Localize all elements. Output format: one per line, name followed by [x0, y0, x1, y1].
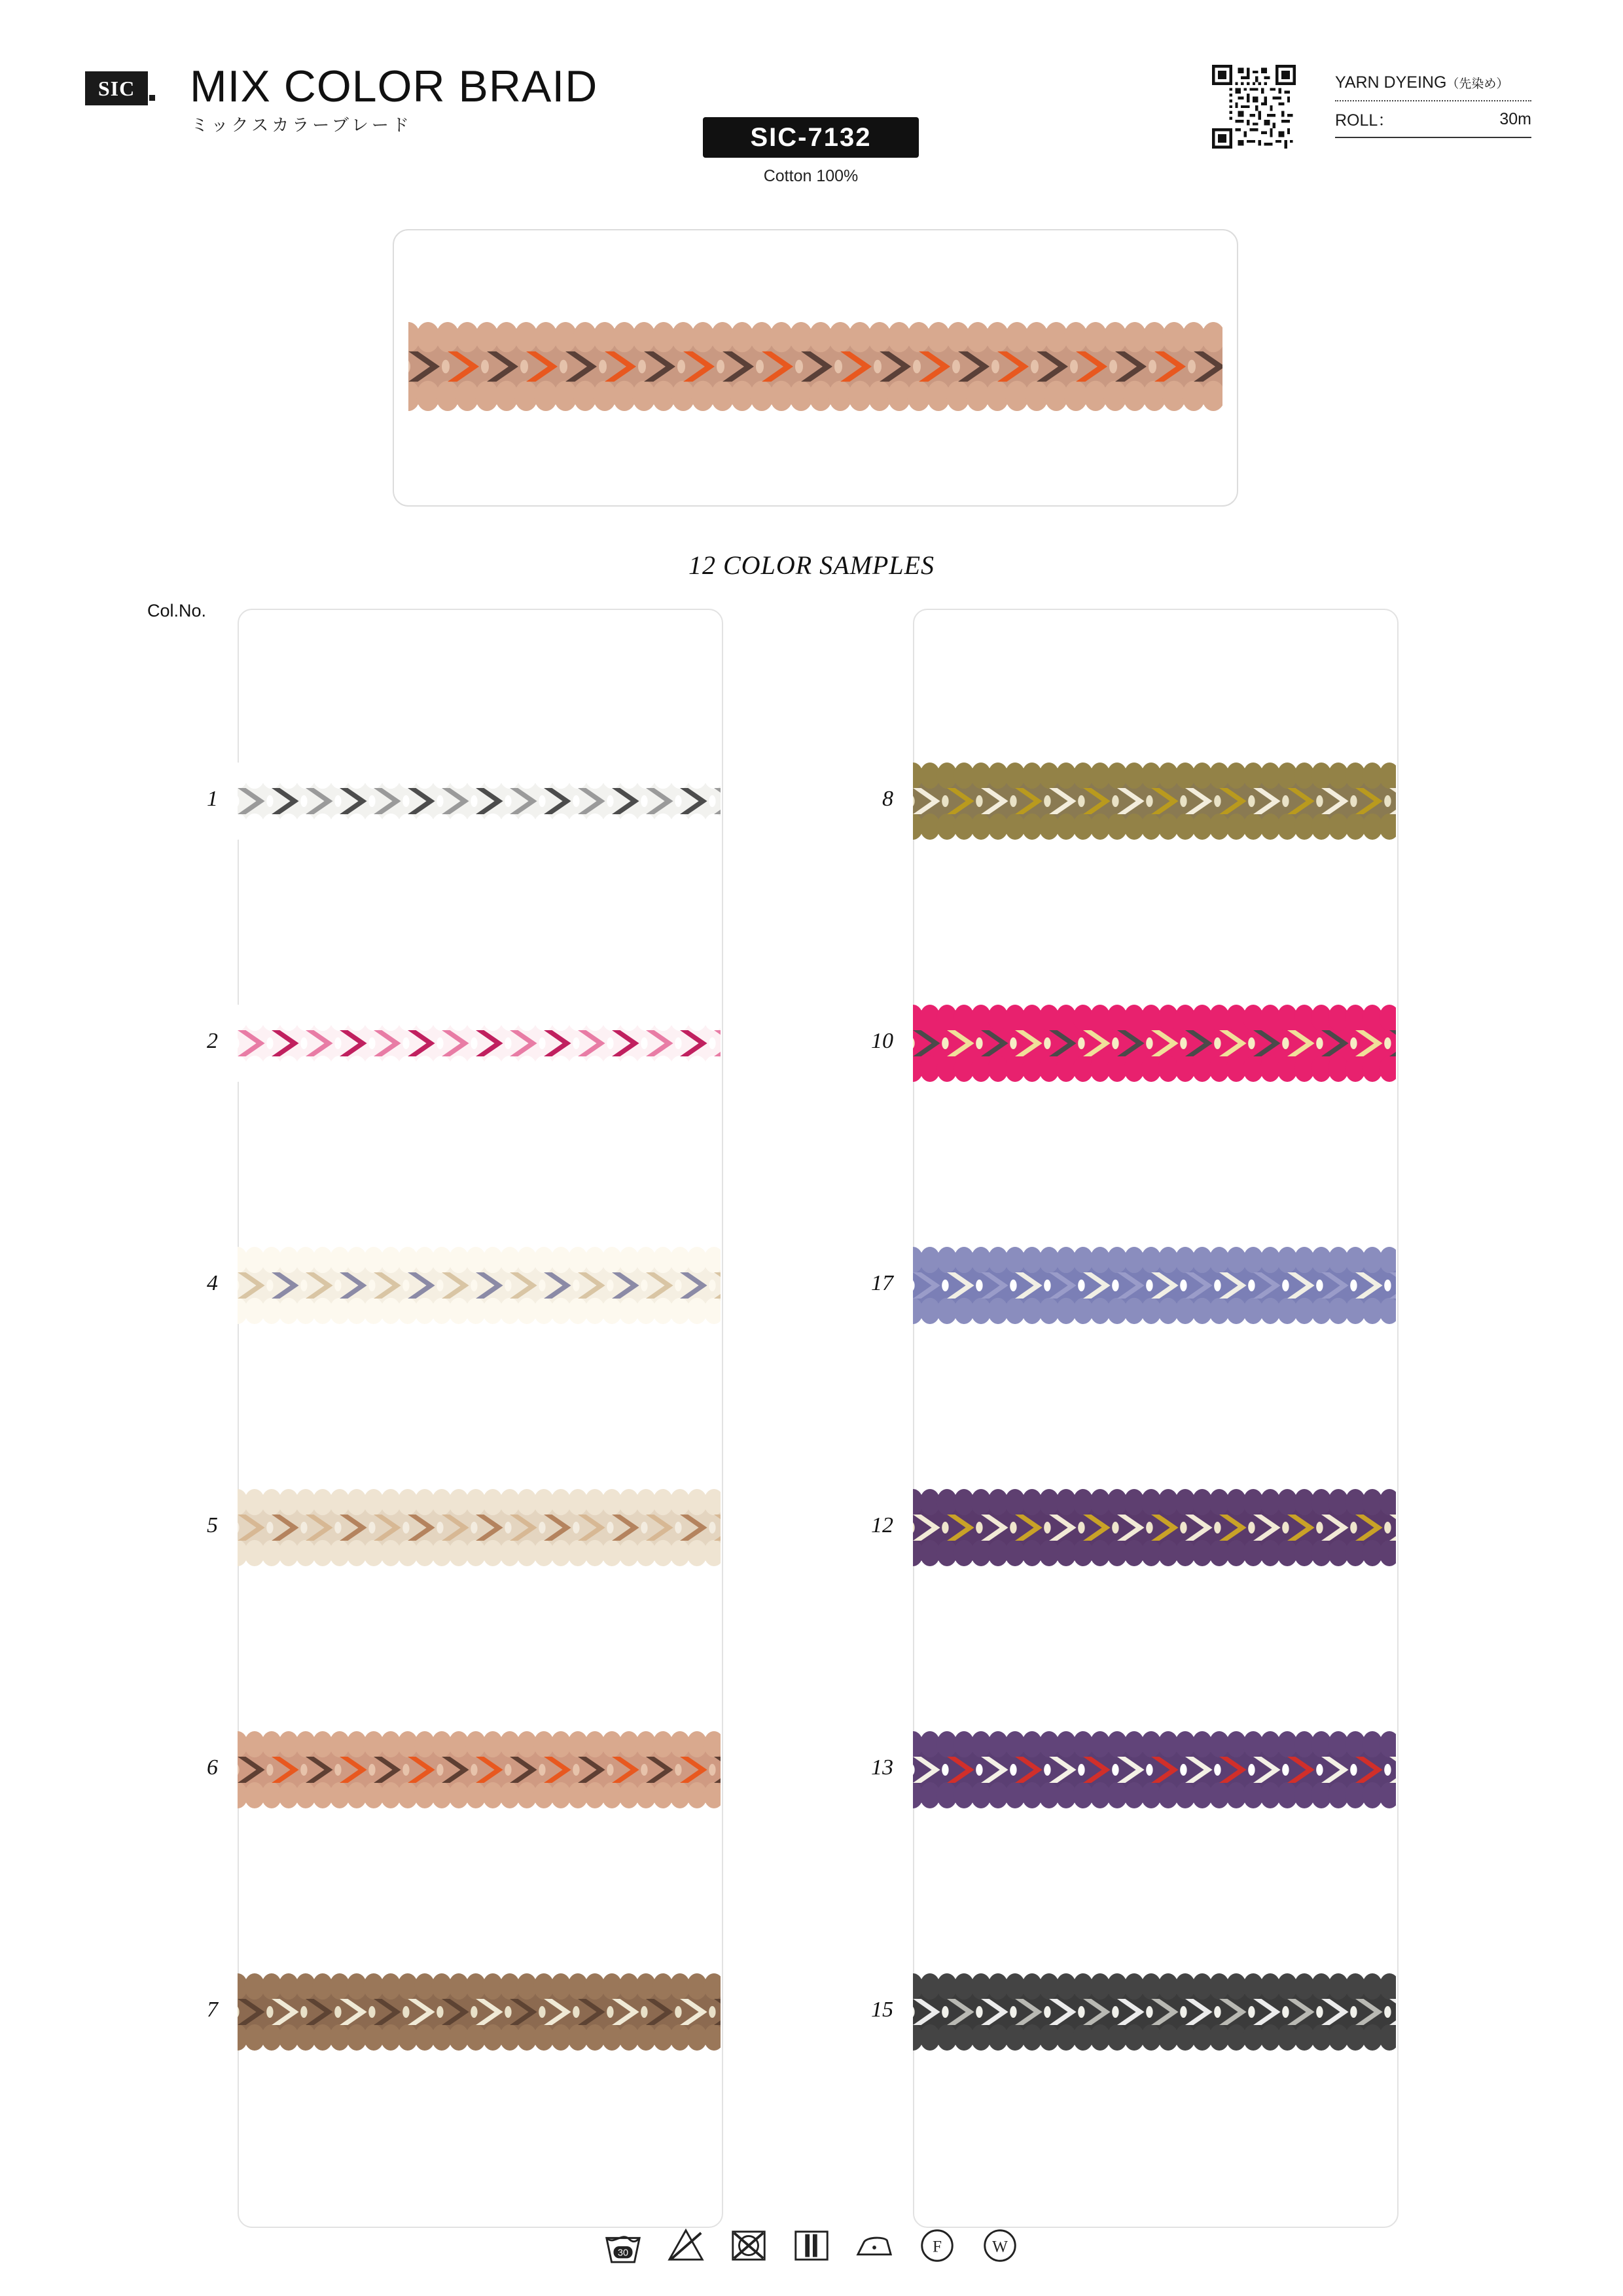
- row-color-number: 5: [207, 1513, 218, 1537]
- braid-swatch-5: [238, 1489, 721, 1566]
- row-color-number: 12: [871, 1513, 893, 1537]
- info-row-dyeing: [1335, 65, 1531, 101]
- roll-value: 30m: [1499, 109, 1531, 128]
- sic-logo: SIC: [85, 71, 148, 105]
- logo-dot: [149, 95, 155, 101]
- no-tumble-dry-icon: [728, 2225, 769, 2266]
- qr-code: [1212, 65, 1296, 149]
- product-code-badge: SIC-7132: [703, 117, 919, 158]
- main-braid-swatch: [408, 322, 1222, 411]
- row-color-number: 15: [871, 1998, 893, 2022]
- braid-swatch-6: [238, 1731, 721, 1808]
- row-color-number: 1: [207, 787, 218, 811]
- braid-swatch-4: [238, 1247, 721, 1324]
- roll-label: ROLL：: [1335, 111, 1395, 130]
- row-color-number: 4: [207, 1271, 218, 1295]
- braid-swatch-1: [238, 762, 721, 840]
- row-color-number: 7: [207, 1998, 218, 2022]
- page-title-japanese: ミックスカラーブレード: [191, 115, 412, 135]
- svg-text:W: W: [992, 2238, 1008, 2256]
- page-header: [0, 62, 1623, 206]
- iron-low-icon: [854, 2225, 895, 2266]
- page-title: MIX COLOR BRAID: [190, 62, 598, 111]
- no-bleach-icon: [666, 2225, 706, 2266]
- wet-clean-w-icon: [980, 2225, 1020, 2266]
- dyeing-label-japanese: （先染め）: [1446, 77, 1509, 91]
- row-color-number: 17: [871, 1271, 893, 1295]
- dry-clean-f-icon: [917, 2225, 957, 2266]
- dyeing-label: YARN DYEING（先染め）: [1335, 73, 1509, 92]
- care-instruction-icons: [0, 2225, 1623, 2266]
- braid-swatch-8: [913, 762, 1396, 840]
- material-composition: Cotton 100%: [763, 167, 859, 185]
- samples-heading: 12 COLOR SAMPLES: [688, 550, 935, 580]
- row-color-number: 10: [871, 1029, 893, 1053]
- svg-text:30: 30: [617, 2248, 629, 2259]
- row-color-number: 13: [871, 1755, 893, 1780]
- main-swatch-card: [393, 229, 1238, 507]
- info-row-roll: [1335, 101, 1531, 138]
- row-color-number: 6: [207, 1755, 218, 1780]
- braid-swatch-10: [913, 1005, 1396, 1082]
- wash-30-icon: [603, 2225, 643, 2266]
- braid-swatch-7: [238, 1973, 721, 2051]
- svg-text:F: F: [933, 2238, 942, 2256]
- row-color-number: 2: [207, 1029, 218, 1053]
- braid-swatch-2: [238, 1005, 721, 1082]
- braid-swatch-15: [913, 1973, 1396, 2051]
- braid-swatch-13: [913, 1731, 1396, 1808]
- row-color-number: 8: [882, 787, 893, 811]
- info-table: [1335, 65, 1531, 138]
- colno-header-label: Col.No.: [147, 601, 207, 620]
- drip-dry-icon: [791, 2225, 832, 2266]
- braid-swatch-17: [913, 1247, 1396, 1324]
- braid-swatch-12: [913, 1489, 1396, 1566]
